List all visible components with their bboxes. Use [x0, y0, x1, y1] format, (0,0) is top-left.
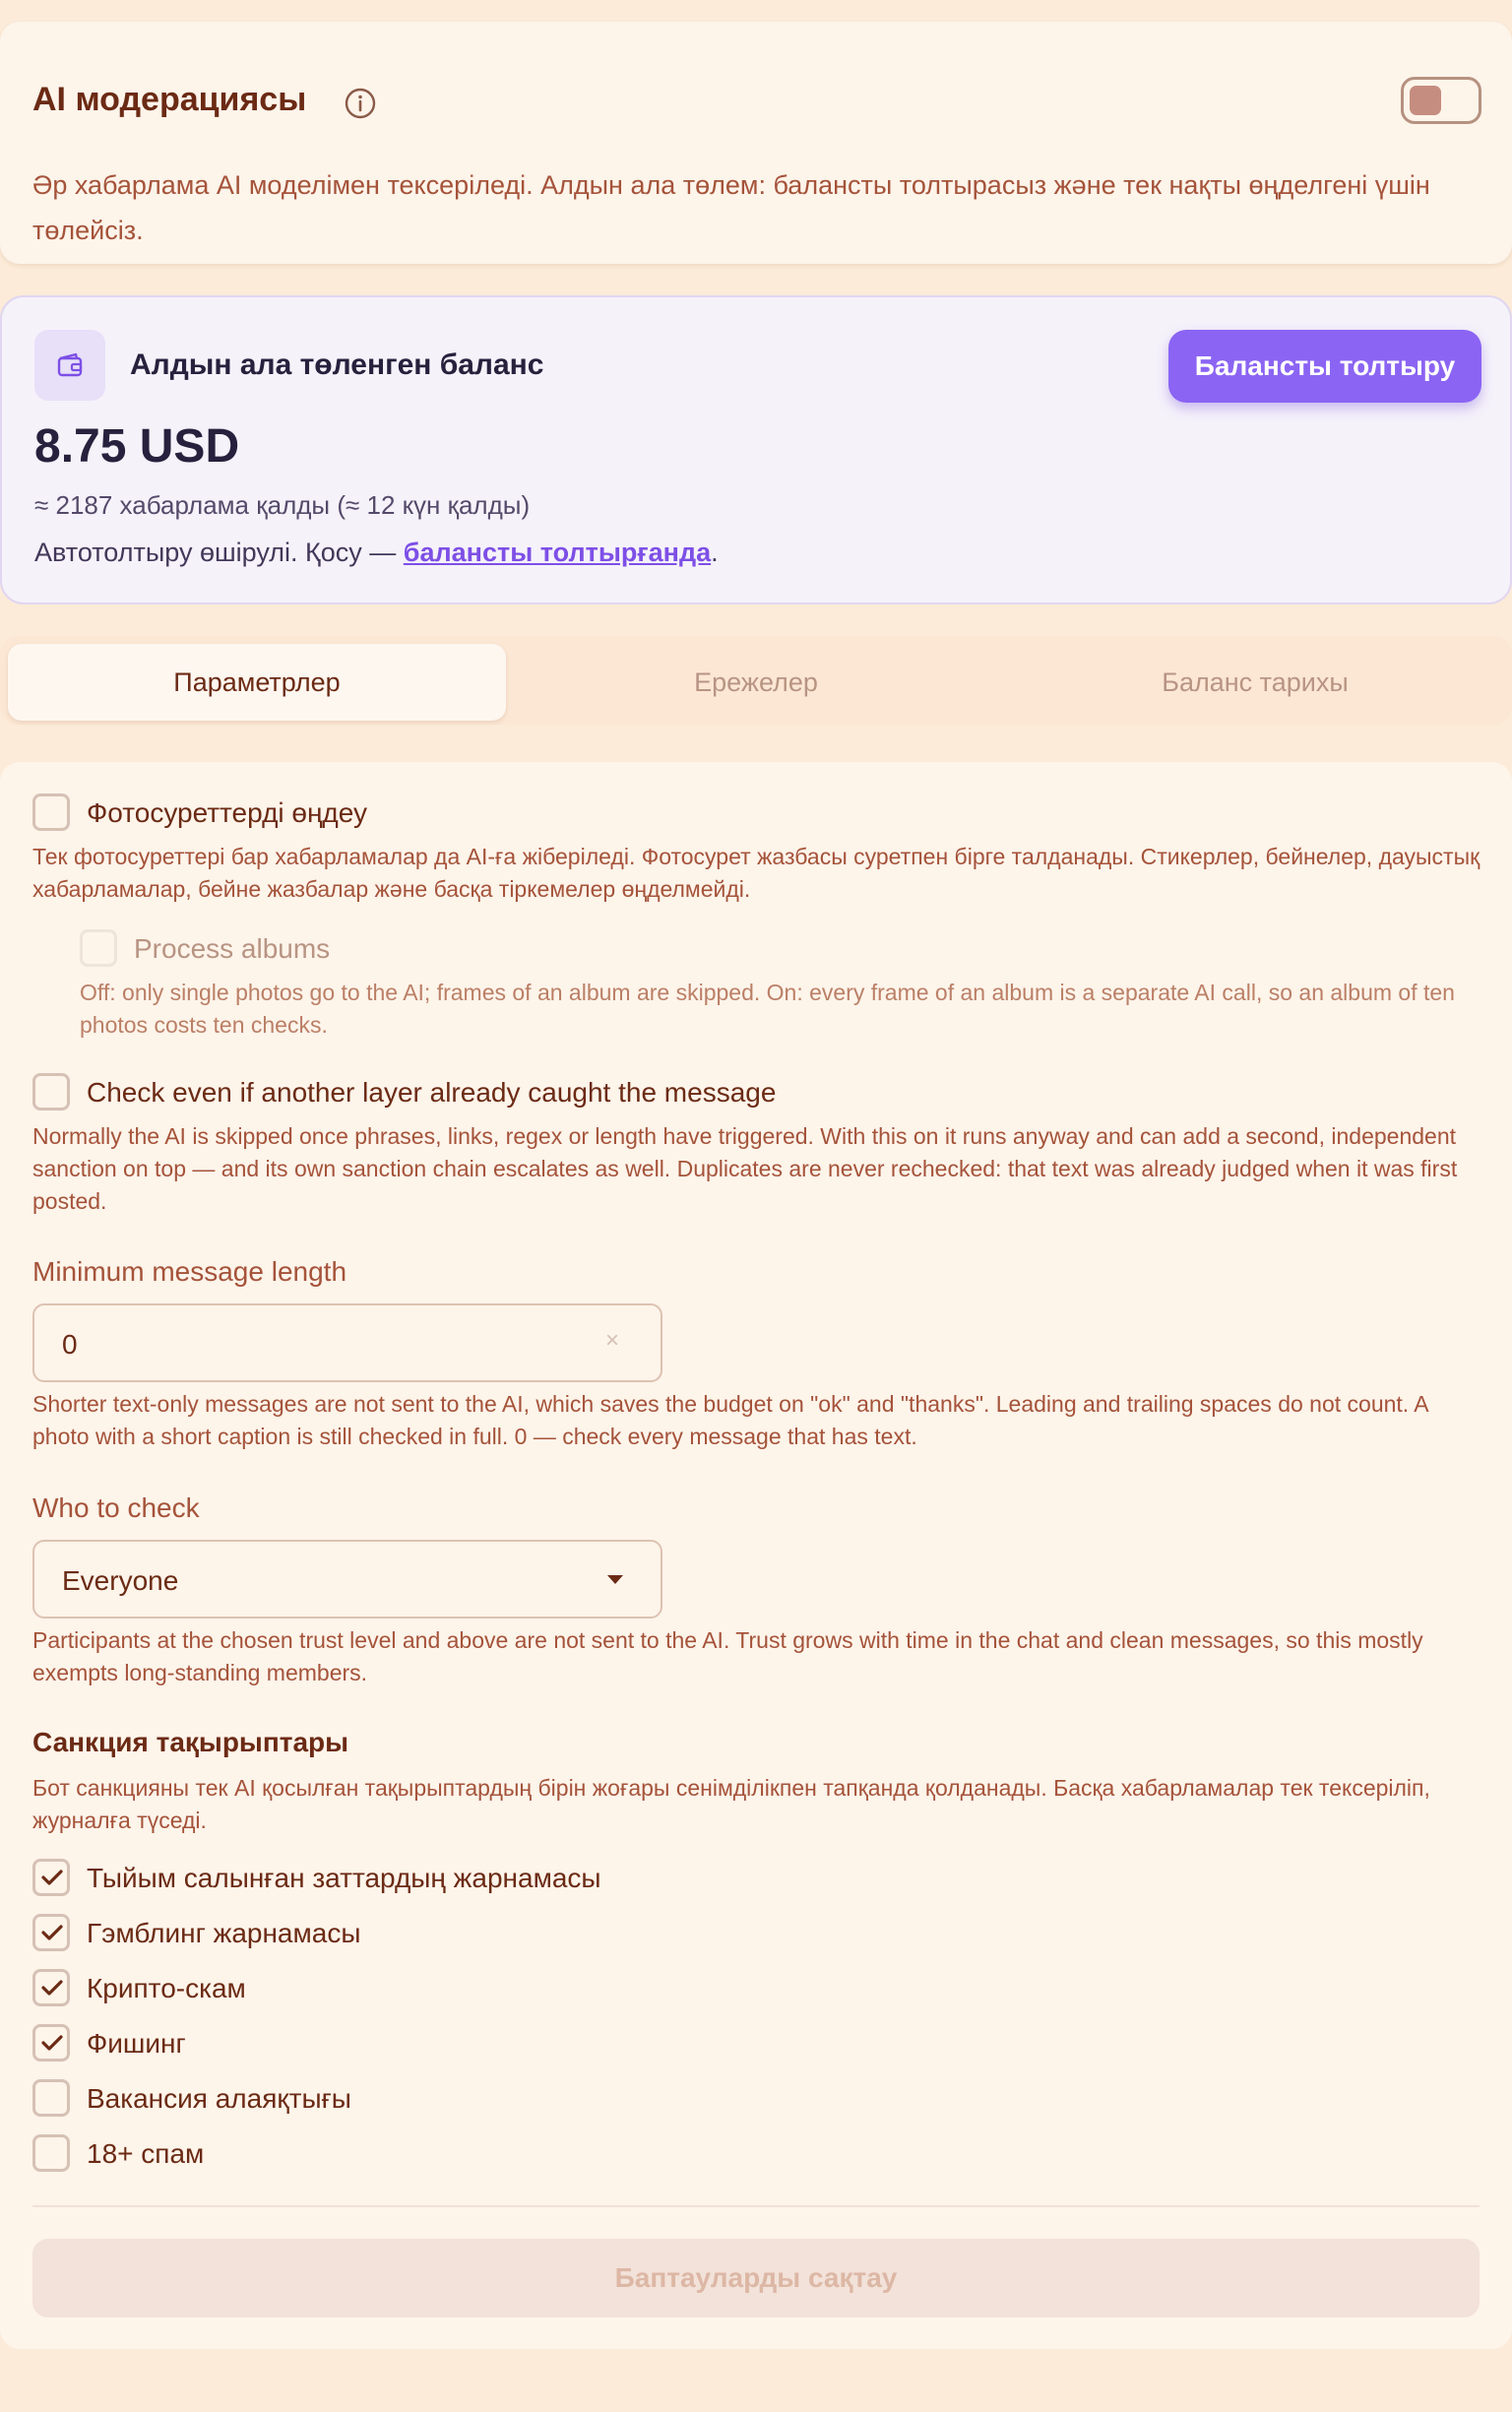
- sanction-topics-help: Бот санкцияны тек AI қосылған тақырыптардың бірін жоғары сенімділікпен тапқанда қолданады. Басқа хабарламалар тек тексеріліп, журналға түседі.: [32, 1775, 1430, 1833]
- topic-label-crypto-scam: Крипто-скам: [87, 1973, 246, 2003]
- process-photos-checkbox[interactable]: [32, 793, 70, 831]
- save-settings-button[interactable]: Баптауларды сақтау: [32, 2239, 1480, 2317]
- autotopup-text: Автотолтыру өшірулі. Қосу —: [34, 538, 397, 567]
- clear-icon[interactable]: ×: [604, 1327, 619, 1354]
- who-to-check-value: Everyone: [62, 1565, 179, 1596]
- autotopup-end: .: [711, 538, 719, 567]
- who-to-check-select[interactable]: [32, 1540, 662, 1619]
- who-to-check-help: Participants at the chosen trust level and above are not sent to the AI. Trust grows with time in the chat and clean messages, so this mostly exempts long-standing members.: [32, 1627, 1423, 1685]
- wallet-icon-box: [34, 330, 105, 401]
- topic-label-phishing: Фишинг: [87, 2028, 186, 2059]
- tab-bar: [0, 636, 1512, 725]
- topic-checkbox-banned-goods[interactable]: [32, 1859, 70, 1896]
- topic-checkbox-crypto-scam[interactable]: [32, 1969, 70, 2006]
- tab-parameters[interactable]: Параметрлер: [8, 644, 506, 721]
- topic-checkbox-gambling[interactable]: [32, 1914, 70, 1951]
- min-length-input[interactable]: [32, 1303, 662, 1382]
- min-length-help: Shorter text-only messages are not sent to the AI, which saves the budget on "ok" and "thanks". Leading and trailing spaces do not count. A photo with a short caption is still checked in full. 0 — check every message that has text.: [32, 1391, 1428, 1449]
- topic-label-job-scam: Вакансия алаяқтығы: [87, 2083, 351, 2114]
- topic-checkbox-adult-spam[interactable]: [32, 2134, 70, 2172]
- process-albums-checkbox[interactable]: [80, 929, 117, 967]
- check-even-if-caught-checkbox[interactable]: [32, 1073, 70, 1111]
- checkmark-icon: [40, 1868, 64, 1887]
- autotopup-link[interactable]: балансты толтырғанда: [403, 538, 712, 567]
- balance-amount: 8.75 USD: [34, 420, 240, 473]
- settings-card: [0, 762, 1512, 2349]
- autotopup-status: [34, 538, 719, 568]
- chevron-down-icon: [607, 1575, 623, 1584]
- check-even-if-caught-help: Normally the AI is skipped once phrases, links, regex or length have triggered. With this on it runs anyway and can add a second, independent sanction on top — and its own sanction chain escalates as well. Duplicates are never rechecked: that text was already judged when it was first posted.: [32, 1123, 1458, 1214]
- min-length-value: 0: [62, 1329, 78, 1360]
- topic-label-banned-goods: Тыйым салынған заттардың жарнамасы: [87, 1863, 601, 1893]
- checkmark-icon: [40, 1923, 64, 1942]
- info-icon[interactable]: [344, 87, 377, 120]
- page-title: AI модерациясы: [32, 81, 307, 118]
- process-photos-label: Фотосуреттерді өңдеу: [87, 797, 368, 828]
- topic-checkbox-job-scam[interactable]: [32, 2079, 70, 2117]
- ai-moderation-toggle[interactable]: [1401, 77, 1481, 124]
- tab-rules[interactable]: Ережелер: [694, 667, 818, 697]
- checkmark-icon: [40, 1978, 64, 1998]
- who-to-check-label: Who to check: [32, 1492, 200, 1523]
- wallet-icon: [54, 349, 86, 381]
- check-even-if-caught-label: Check even if another layer already caught the message: [87, 1077, 777, 1108]
- toggle-knob: [1410, 86, 1441, 115]
- divider: [32, 2205, 1480, 2207]
- tab-balance-history[interactable]: Баланс тарихы: [1162, 667, 1349, 697]
- sanction-topics-title: Санкция тақырыптары: [32, 1727, 349, 1757]
- header-description: Әр хабарлама AI моделімен тексеріледі. Алдын ала төлем: балансты толтырасыз және тек нақты өңделгені үшін төлейсіз.: [32, 170, 1430, 245]
- process-albums-help: Off: only single photos go to the AI; frames of an album are skipped. On: every frame of an album is a separate AI call, so an album of ten photos costs ten checks.: [80, 980, 1455, 1038]
- topic-checkbox-phishing[interactable]: [32, 2024, 70, 2062]
- ai-moderation-header-card: [0, 22, 1512, 264]
- process-albums-label: Process albums: [134, 933, 331, 964]
- min-length-label: Minimum message length: [32, 1256, 347, 1287]
- balance-remaining: ≈ 2187 хабарлама қалды (≈ 12 күн қалды): [34, 490, 531, 520]
- topic-label-adult-spam: 18+ спам: [87, 2138, 205, 2169]
- balance-card: [0, 295, 1512, 604]
- balance-label: Алдын ала төленген баланс: [130, 349, 544, 381]
- topic-label-gambling: Гэмблинг жарнамасы: [87, 1918, 361, 1948]
- process-photos-help: Тек фотосуреттері бар хабарламалар да AI-ға жіберіледі. Фотосурет жазбасы суретпен бірге талданады. Стикерлер, бейнелер, дауыстық хабарламалар, бейне жазбалар және басқа тіркемелер өңделмейді.: [32, 844, 1480, 902]
- topup-balance-button[interactable]: Балансты толтыру: [1168, 330, 1481, 403]
- checkmark-icon: [40, 2033, 64, 2053]
